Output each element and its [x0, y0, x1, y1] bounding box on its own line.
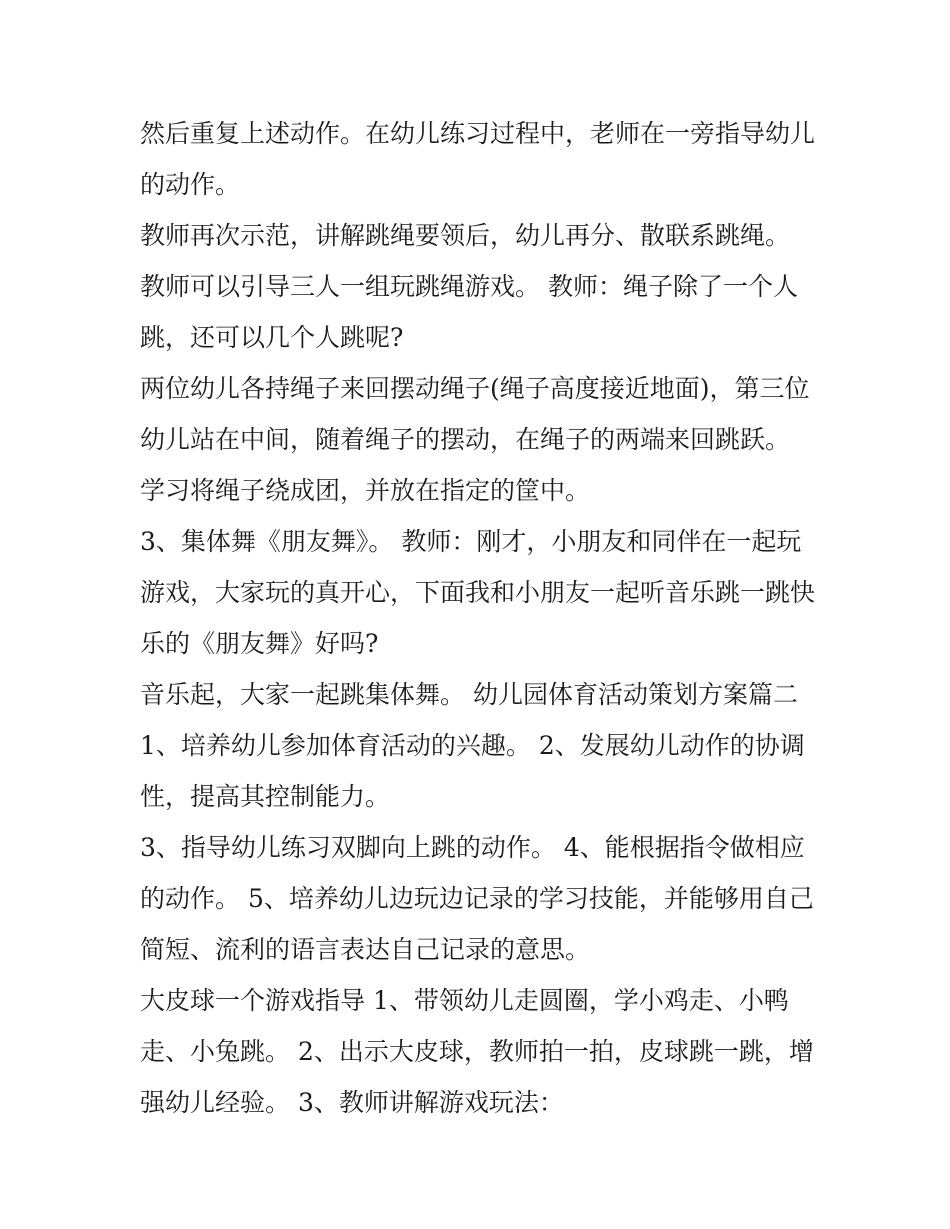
text-line: 游戏，大家玩的真开心，下面我和小朋友一起听音乐跳一跳快 — [140, 578, 816, 607]
text-line: 跳，还可以几个人跳呢? — [140, 323, 404, 352]
text-line: 学习将绳子绕成团，并放在指定的筐中。 — [140, 476, 591, 505]
text-line: 强幼儿经验。 3、教师讲解游戏玩法： — [140, 1088, 564, 1117]
text-line: 的动作。 — [140, 170, 241, 199]
text-line: 幼儿站在中间，随着绳子的摆动，在绳子的两端来回跳跃。 — [140, 425, 791, 454]
text-line: 两位幼儿各持绳子来回摆动绳子(绳子高度接近地面)，第三位 — [140, 374, 810, 403]
text-line: 然后重复上述动作。在幼儿练习过程中，老师在一旁指导幼儿 — [140, 119, 816, 148]
text-line: 教师可以引导三人一组玩跳绳游戏。 教师：绳子除了一个人 — [140, 272, 798, 301]
text-line: 音乐起，大家一起跳集体舞。 幼儿园体育活动策划方案篇二 — [140, 680, 798, 709]
text-line: 3、集体舞《朋友舞》。 教师：刚才，小朋友和同伴在一起玩 — [140, 527, 802, 556]
text-line: 性，提高其控制能力。 — [140, 782, 391, 811]
text-line: 简短、流利的语言表达自己记录的意思。 — [140, 935, 591, 964]
text-line: 3、指导幼儿练习双脚向上跳的动作。 4、能根据指令做相应 — [140, 833, 805, 862]
text-line: 走、小兔跳。 2、出示大皮球，教师拍一拍，皮球跳一跳，增 — [140, 1037, 814, 1066]
body-text — [140, 108, 830, 1128]
text-line: 教师再次示范，讲解跳绳要领后，幼儿再分、散联系跳绳。 — [140, 221, 791, 250]
text-line: 1、培养幼儿参加体育活动的兴趣。 2、发展幼儿动作的协调 — [140, 731, 805, 760]
text-line: 的动作。 5、培养幼儿边玩边记录的学习技能，并能够用自己 — [140, 884, 814, 913]
text-line: 乐的《朋友舞》好吗? — [140, 629, 379, 658]
text-line: 大皮球一个游戏指导 1、带领幼儿走圆圈，学小鸡走、小鸭 — [140, 986, 789, 1015]
